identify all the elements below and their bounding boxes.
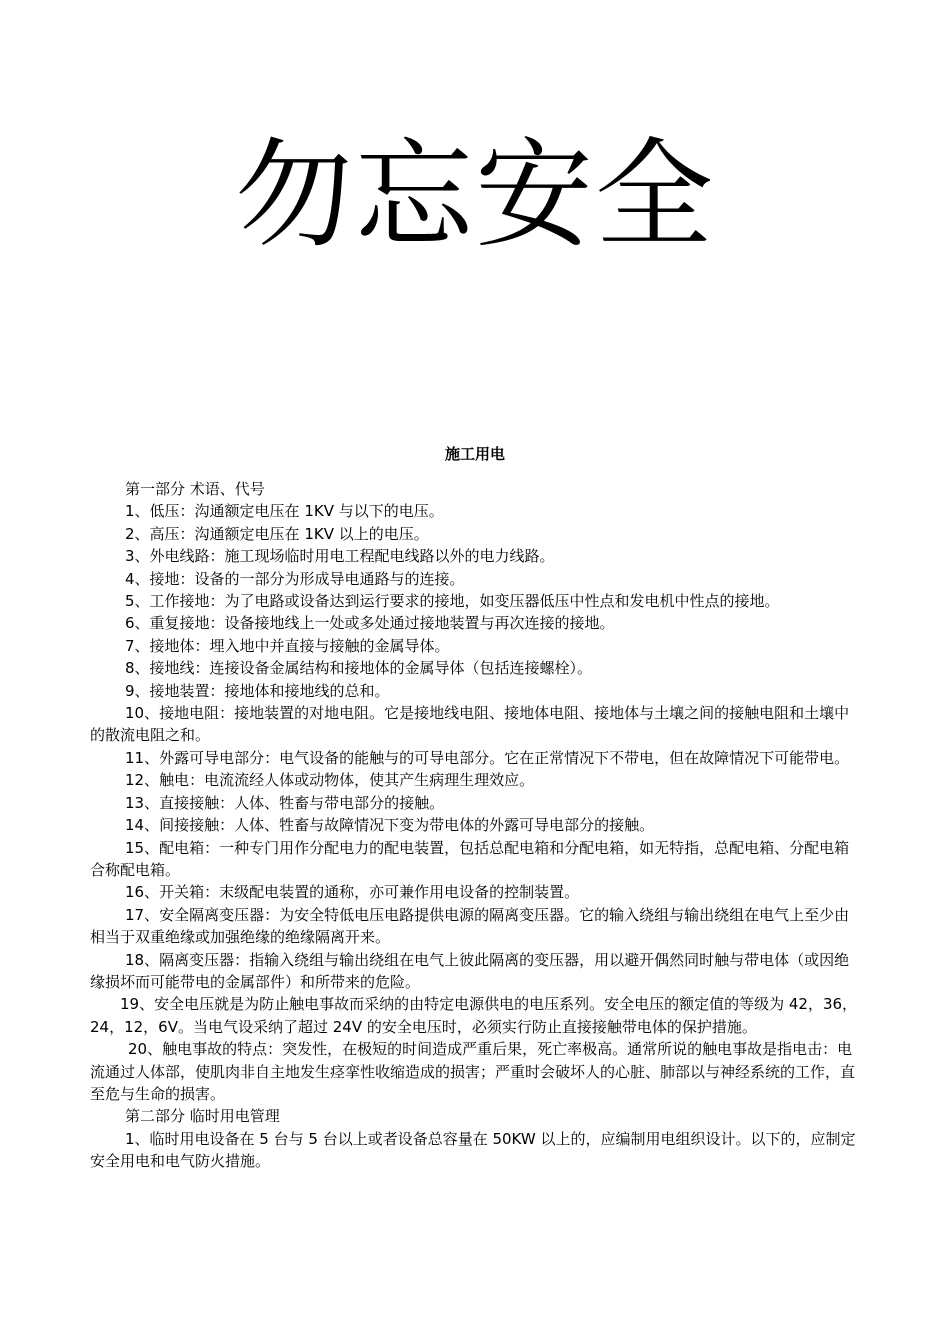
term-item: 8、接地线：连接设备金属结构和接地体的金属导体（包括连接螺栓）。 xyxy=(125,659,593,678)
rule-item: 1、临时用电设备在 5 台与 5 台以上或者设备总容量在 50KW 以上的，应编制用电组织设计。以下的，应制定安全用电和电气防火措施。 xyxy=(90,1129,856,1171)
term-item: 10、接地电阻：接地装置的对地电阻。它是接地线电阻、接地体电阻、接地体与土壤之间的接触电阻和土壤中的散流电阻之和。 xyxy=(90,704,850,745)
document-title: 施工用电 xyxy=(444,445,505,463)
term-item: 20、触电事故的特点：突发性，在极短的时间造成严重后果，死亡率极高。通常所说的触电事故是指电击：电流通过人体部，使肌肉非自主地发生痉挛性收缩造成的损害；严重时会破坏人的心脏、肺部以与神经系统的工作，直至危与生命的损害。 xyxy=(90,1040,856,1103)
term-item: 6、重复接地：设备接地线上一处或多处通过接地装置与再次连接的接地。 xyxy=(125,614,615,633)
term-item: 2、高压：沟通额定电压在 1KV 以上的电压。 xyxy=(125,524,429,543)
term-item: 15、配电箱：一种专门用作分配电力的配电装置，包括总配电箱和分配电箱，如无特指，总配电箱、分配电箱合称配电箱。 xyxy=(90,838,850,879)
term-item: 16、开关箱：末级配电装置的通称，亦可兼作用电设备的控制装置。 xyxy=(125,883,580,902)
term-item: 7、接地体：埋入地中并直接与接触的金属导体。 xyxy=(125,636,450,655)
term-item: 14、间接接触：人体、牲畜与故障情况下变为带电体的外露可导电部分的接触。 xyxy=(125,816,655,835)
term-item: 13、直接接触：人体、牲畜与带电部分的接触。 xyxy=(125,793,445,812)
section-heading: 第一部分 术语、代号 xyxy=(125,480,265,498)
term-item: 11、外露可导电部分：电气设备的能触与的可导电部分。它在正常情况下不带电，但在故障情况下可能带电。 xyxy=(125,748,850,767)
document-body xyxy=(90,478,862,1173)
term-item: 4、接地：设备的一部分为形成导电通路与的连接。 xyxy=(125,569,465,588)
term-item: 3、外电线路：施工现场临时用电工程配电线路以外的电力线路。 xyxy=(125,547,555,566)
term-item: 18、隔离变压器：指输入绕组与输出绕组在电气上彼此隔离的变压器，用以避开偶然同时触与带电体（或因绝缘损坏而可能带电的金属部件）和所带来的危险。 xyxy=(90,950,850,991)
term-item: 1、低压：沟通额定电压在 1KV 与以下的电压。 xyxy=(125,502,444,521)
term-item: 17、安全隔离变压器：为安全特低电压电路提供电源的隔离变压器。它的输入绕组与输出绕组在电气上至少由相当于双重绝缘或加强绝缘的绝缘隔离开来。 xyxy=(90,905,850,947)
banner-heading: 勿忘安全 xyxy=(234,126,715,264)
term-item: 12、触电：电流流经人体或动物体，使其产生病理生理效应。 xyxy=(125,771,535,790)
term-item: 5、工作接地：为了电路或设备达到运行要求的接地，如变压器低压中性点和发电机中性点的接地。 xyxy=(125,592,780,611)
term-item: 9、接地装置：接地体和接地线的总和。 xyxy=(125,681,390,700)
term-item: 19、安全电压就是为防止触电事故而采纳的由特定电源供电的电压系列。安全电压的额定值的等级为 42，36，24，12，6V。当电气设采纳了超过 24V 的安全电压时，必须实行防止直接接触带电体的保护措施。 xyxy=(90,995,858,1036)
section-heading: 第二部分 临时用电管理 xyxy=(125,1107,280,1126)
